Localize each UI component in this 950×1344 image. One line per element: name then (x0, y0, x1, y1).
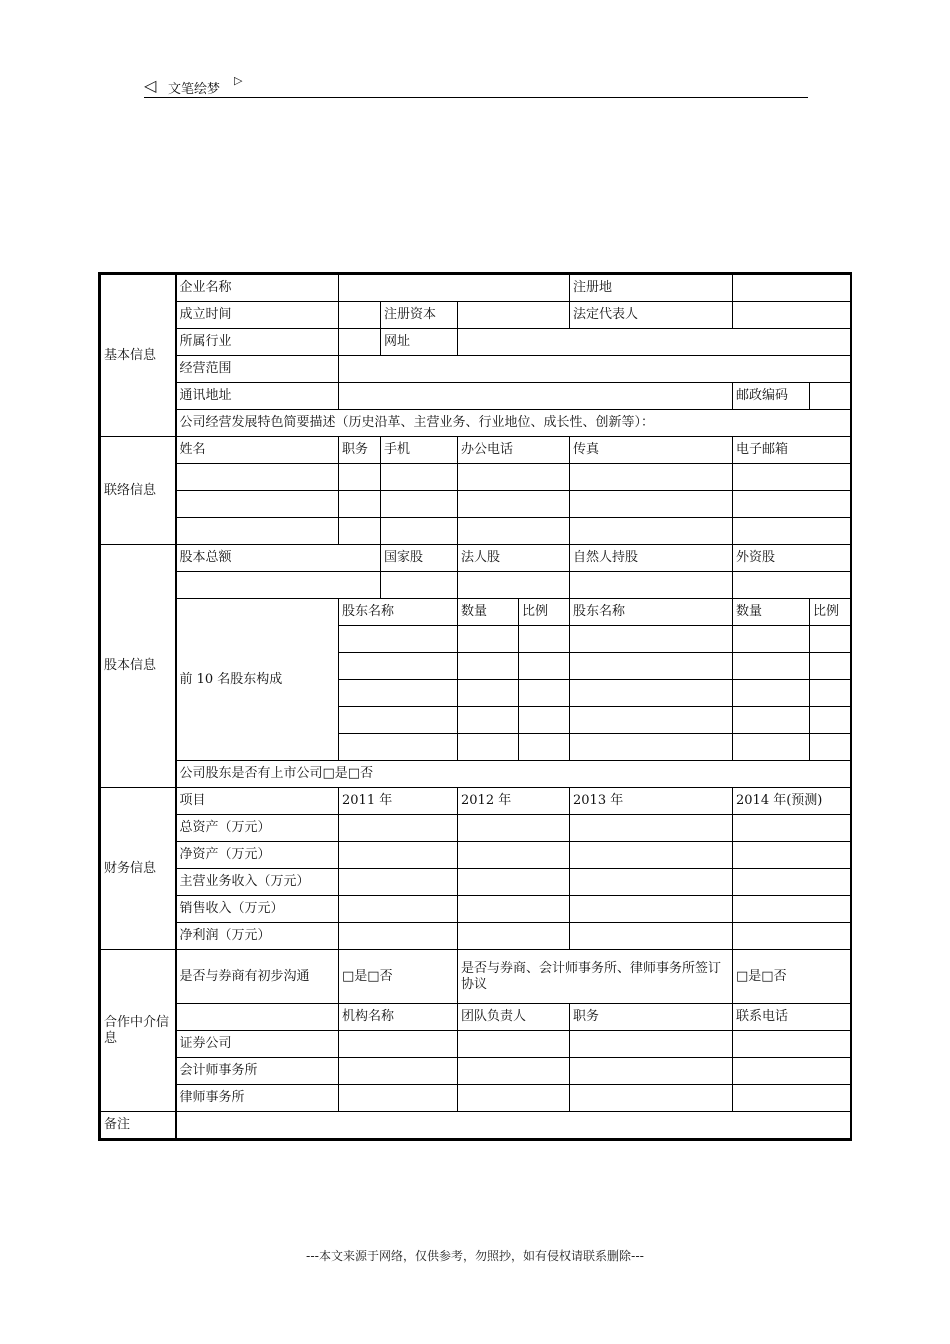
sh-cell[interactable] (570, 734, 733, 761)
q-agreement-signed-options[interactable]: □是□否 (733, 950, 851, 1004)
label-industry: 所属行业 (176, 329, 339, 356)
field-legal-rep[interactable] (733, 302, 851, 329)
sh-cell[interactable] (570, 626, 733, 653)
contact-cell[interactable] (733, 464, 851, 491)
contact-row (101, 464, 851, 491)
equity-cell[interactable] (458, 572, 570, 599)
label-description: 公司经营发展特色简要描述（历史沿革、主营业务、行业地位、成长性、创新等）： (176, 410, 851, 437)
sh-cell[interactable] (339, 653, 458, 680)
finance-col-2013: 2013 年 (570, 788, 733, 815)
intermediary-row-label: 证券公司 (176, 1031, 339, 1058)
label-remarks: 备注 (101, 1112, 176, 1139)
contact-col-email: 电子邮箱 (733, 437, 851, 464)
sh-cell[interactable] (519, 680, 570, 707)
finance-cell[interactable] (733, 842, 851, 869)
label-reg-capital: 注册资本 (381, 302, 458, 329)
sh-cell[interactable] (339, 626, 458, 653)
sh-cell[interactable] (339, 680, 458, 707)
finance-row (101, 923, 851, 950)
field-scope[interactable] (339, 356, 851, 383)
contact-col-mobile: 手机 (381, 437, 458, 464)
sh-col-ratio-1: 比例 (519, 599, 570, 626)
listed-company-question[interactable]: 公司股东是否有上市公司□是□否 (176, 761, 851, 788)
finance-cell[interactable] (733, 923, 851, 950)
finance-col-2012: 2012 年 (458, 788, 570, 815)
intermediary-header-row (101, 1004, 851, 1031)
section-basic-info: 基本信息 (101, 275, 176, 437)
basic-row-2 (101, 302, 851, 329)
finance-cell[interactable] (458, 842, 570, 869)
sh-cell[interactable] (458, 626, 519, 653)
section-contact-info: 联络信息 (101, 437, 176, 545)
equity-value-row (101, 572, 851, 599)
sh-cell[interactable] (458, 653, 519, 680)
label-postcode: 邮政编码 (733, 383, 810, 410)
label-address: 通讯地址 (176, 383, 339, 410)
sh-cell[interactable] (519, 707, 570, 734)
sh-cell[interactable] (733, 626, 810, 653)
field-postcode[interactable] (810, 383, 851, 410)
intermediary-question-row (101, 950, 851, 1004)
sh-cell[interactable] (570, 707, 733, 734)
sh-cell[interactable] (339, 707, 458, 734)
intermediary-cell[interactable] (458, 1031, 570, 1058)
contact-cell[interactable] (176, 464, 339, 491)
section-intermediary-info: 合作中介信息 (101, 950, 176, 1112)
intermediary-cell[interactable] (570, 1058, 733, 1085)
finance-header-row (101, 788, 851, 815)
label-top10-shareholders: 前 10 名股东构成 (176, 599, 339, 761)
finance-cell[interactable] (339, 842, 458, 869)
intermediary-cell[interactable] (733, 1058, 851, 1085)
contact-col-name: 姓名 (176, 437, 339, 464)
equity-col-legal: 法人股 (458, 545, 570, 572)
equity-cell[interactable] (176, 572, 381, 599)
finance-col-item: 项目 (176, 788, 339, 815)
contact-cell[interactable] (733, 491, 851, 518)
finance-row-label: 销售收入（万元） (176, 896, 339, 923)
finance-row (101, 896, 851, 923)
label-reg-place: 注册地 (570, 275, 733, 302)
finance-cell[interactable] (339, 815, 458, 842)
contact-header-row (101, 437, 851, 464)
basic-row-5 (101, 383, 851, 410)
finance-row-label: 总资产（万元） (176, 815, 339, 842)
label-website: 网址 (381, 329, 458, 356)
intermediary-cell[interactable] (570, 1031, 733, 1058)
intermediary-cell[interactable] (339, 1085, 458, 1112)
intermediary-row (101, 1031, 851, 1058)
contact-col-title: 职务 (339, 437, 381, 464)
sh-cell[interactable] (810, 707, 851, 734)
equity-col-natural: 自然人持股 (570, 545, 733, 572)
finance-cell[interactable] (339, 869, 458, 896)
sh-cell[interactable] (339, 734, 458, 761)
basic-row-3 (101, 329, 851, 356)
sh-col-name-2: 股东名称 (570, 599, 733, 626)
field-founded[interactable] (339, 302, 381, 329)
label-company-name: 企业名称 (176, 275, 339, 302)
q-broker-contact: 是否与券商有初步沟通 (176, 950, 339, 1004)
section-finance-info: 财务信息 (101, 788, 176, 950)
remarks-row (101, 1112, 851, 1139)
company-info-form (98, 272, 852, 1141)
finance-col-2014: 2014 年(预测) (733, 788, 851, 815)
intermediary-row-label: 会计师事务所 (176, 1058, 339, 1085)
finance-row-label: 净利润（万元） (176, 923, 339, 950)
contact-cell[interactable] (570, 518, 733, 545)
sh-cell[interactable] (810, 734, 851, 761)
sh-cell[interactable] (733, 707, 810, 734)
contact-cell[interactable] (570, 464, 733, 491)
finance-cell[interactable] (570, 923, 733, 950)
finance-cell[interactable] (458, 896, 570, 923)
contact-col-fax: 传真 (570, 437, 733, 464)
sh-cell[interactable] (733, 734, 810, 761)
equity-cell[interactable] (733, 572, 851, 599)
sh-cell[interactable] (458, 680, 519, 707)
contact-cell[interactable] (339, 518, 381, 545)
field-company-name[interactable] (339, 275, 570, 302)
field-remarks[interactable] (176, 1112, 851, 1139)
left-triangle-icon: ◁ (144, 76, 157, 95)
contact-cell[interactable] (381, 518, 458, 545)
footer-disclaimer: ---本文来源于网络，仅供参考，勿照抄，如有侵权请联系删除--- (306, 1249, 644, 1263)
contact-cell[interactable] (339, 491, 381, 518)
finance-cell[interactable] (458, 923, 570, 950)
sh-cell[interactable] (570, 680, 733, 707)
equity-col-foreign: 外资股 (733, 545, 851, 572)
sh-col-name-1: 股东名称 (339, 599, 458, 626)
intermediary-col-org: 机构名称 (339, 1004, 458, 1031)
contact-row (101, 491, 851, 518)
brand-name: 文笔绘梦 (168, 82, 221, 97)
basic-row-1 (101, 275, 851, 302)
intermediary-row (101, 1058, 851, 1085)
contact-cell[interactable] (458, 464, 570, 491)
sh-col-ratio-2: 比例 (810, 599, 851, 626)
contact-cell[interactable] (176, 518, 339, 545)
field-website[interactable] (458, 329, 851, 356)
equity-col-state: 国家股 (381, 545, 458, 572)
field-address[interactable] (339, 383, 733, 410)
sh-cell[interactable] (519, 653, 570, 680)
section-equity-info: 股本信息 (101, 545, 176, 788)
finance-cell[interactable] (458, 869, 570, 896)
finance-col-2011: 2011 年 (339, 788, 458, 815)
q-agreement-signed: 是否与券商、会计师事务所、律师事务所签订协议 (458, 950, 733, 1004)
field-reg-place[interactable] (733, 275, 851, 302)
sh-cell[interactable] (810, 626, 851, 653)
label-legal-rep: 法定代表人 (570, 302, 733, 329)
finance-row (101, 842, 851, 869)
field-industry[interactable] (339, 329, 381, 356)
sh-cell[interactable] (458, 707, 519, 734)
sh-cell[interactable] (733, 680, 810, 707)
sh-col-qty-1: 数量 (458, 599, 519, 626)
sh-cell[interactable] (733, 653, 810, 680)
contact-col-office-phone: 办公电话 (458, 437, 570, 464)
sh-cell[interactable] (810, 680, 851, 707)
contact-row (101, 518, 851, 545)
finance-row-label: 净资产（万元） (176, 842, 339, 869)
shareholder-header-row (101, 599, 851, 626)
finance-cell[interactable] (570, 815, 733, 842)
q-broker-contact-options[interactable]: □是□否 (339, 950, 458, 1004)
equity-cell[interactable] (570, 572, 733, 599)
finance-cell[interactable] (570, 842, 733, 869)
contact-cell[interactable] (381, 491, 458, 518)
finance-cell[interactable] (733, 896, 851, 923)
contact-cell[interactable] (381, 464, 458, 491)
page-header (144, 74, 808, 100)
finance-cell[interactable] (570, 869, 733, 896)
sh-cell[interactable] (519, 734, 570, 761)
equity-cell[interactable] (381, 572, 458, 599)
contact-cell[interactable] (458, 491, 570, 518)
intermediary-cell[interactable] (458, 1085, 570, 1112)
finance-row-label: 主营业务收入（万元） (176, 869, 339, 896)
intermediary-cell[interactable] (733, 1031, 851, 1058)
finance-row (101, 869, 851, 896)
sh-col-qty-2: 数量 (733, 599, 810, 626)
right-triangle-icon: ▷ (234, 74, 243, 87)
contact-cell[interactable] (339, 464, 381, 491)
basic-row-6 (101, 410, 851, 437)
label-scope: 经营范围 (176, 356, 339, 383)
label-founded: 成立时间 (176, 302, 339, 329)
field-reg-capital[interactable] (458, 302, 570, 329)
intermediary-col-phone: 联系电话 (733, 1004, 851, 1031)
contact-cell[interactable] (733, 518, 851, 545)
intermediary-cell[interactable] (339, 1058, 458, 1085)
intermediary-row (101, 1085, 851, 1112)
equity-col-total: 股本总额 (176, 545, 381, 572)
sh-cell[interactable] (810, 653, 851, 680)
contact-cell[interactable] (458, 518, 570, 545)
intermediary-col-title: 职务 (570, 1004, 733, 1031)
contact-cell[interactable] (176, 491, 339, 518)
contact-cell[interactable] (570, 491, 733, 518)
finance-cell[interactable] (458, 815, 570, 842)
equity-listed-row (101, 761, 851, 788)
intermediary-cell[interactable] (570, 1085, 733, 1112)
sh-cell[interactable] (519, 626, 570, 653)
finance-cell[interactable] (570, 896, 733, 923)
finance-cell[interactable] (339, 923, 458, 950)
intermediary-blank-header (176, 1004, 339, 1031)
intermediary-cell[interactable] (458, 1058, 570, 1085)
sh-cell[interactable] (458, 734, 519, 761)
finance-cell[interactable] (733, 815, 851, 842)
basic-row-4 (101, 356, 851, 383)
header-rule (144, 97, 808, 98)
equity-header-row (101, 545, 851, 572)
finance-cell[interactable] (339, 896, 458, 923)
intermediary-col-lead: 团队负责人 (458, 1004, 570, 1031)
intermediary-cell[interactable] (733, 1085, 851, 1112)
intermediary-cell[interactable] (339, 1031, 458, 1058)
finance-row (101, 815, 851, 842)
sh-cell[interactable] (570, 653, 733, 680)
intermediary-row-label: 律师事务所 (176, 1085, 339, 1112)
finance-cell[interactable] (733, 869, 851, 896)
